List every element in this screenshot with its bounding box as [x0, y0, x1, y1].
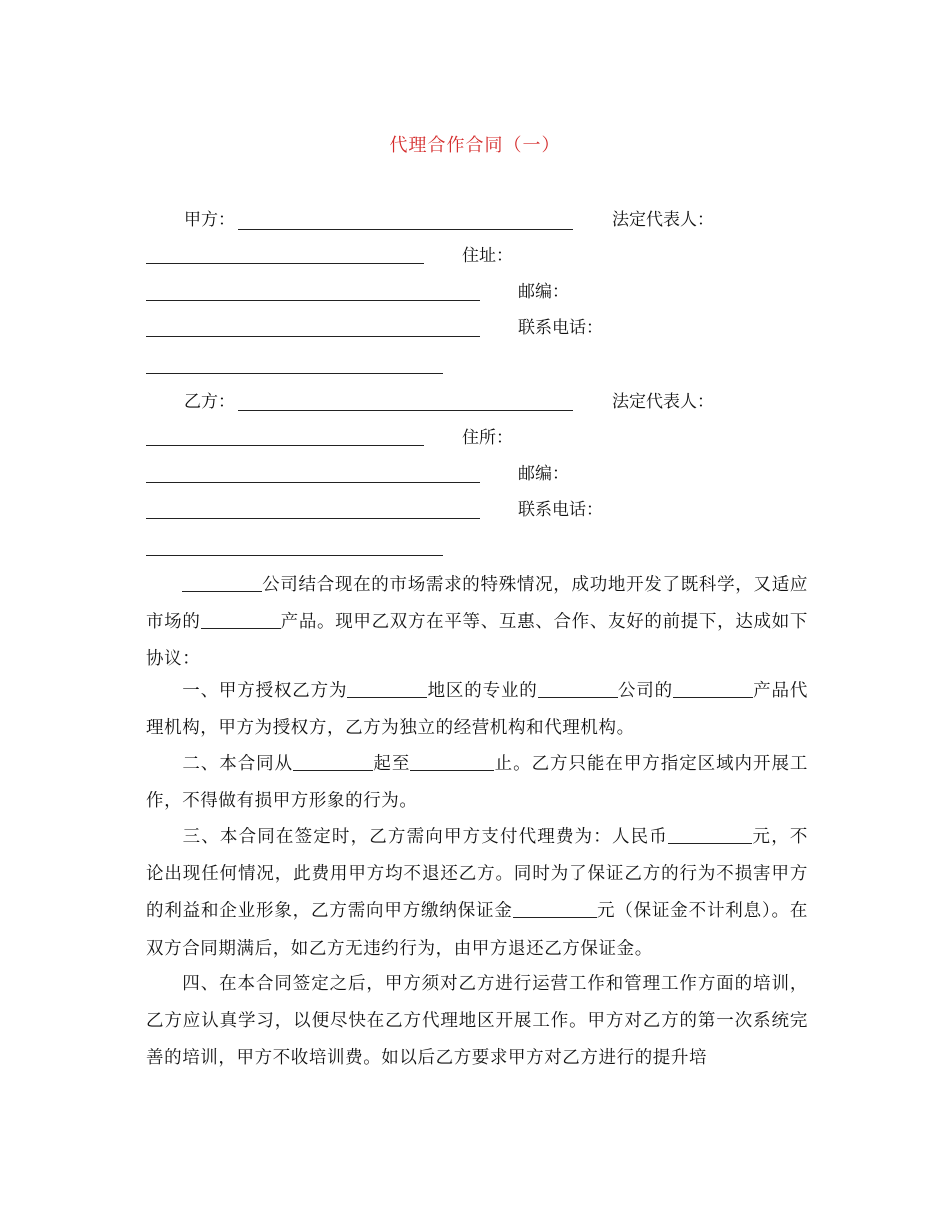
company-name-blank[interactable]: [182, 573, 262, 592]
party-a-phone-label: 联系电话：: [518, 318, 603, 338]
agency-fee-blank[interactable]: [668, 825, 752, 844]
party-a-postcode-blank[interactable]: [146, 336, 480, 337]
clause-2-text-3: 止。乙方只能在甲方指定区域内开展工作，不得做有损甲方形象的行为。: [146, 754, 808, 812]
clause-2-start-date-blank[interactable]: [293, 752, 373, 771]
clause-2-end-date-blank[interactable]: [410, 752, 494, 771]
clause-1-company-blank[interactable]: [538, 679, 618, 698]
party-b-phone-label: 联系电话：: [518, 500, 603, 520]
clause-1-product-blank[interactable]: [673, 679, 753, 698]
party-b-postcode-blank[interactable]: [146, 518, 480, 519]
intro-paragraph: [146, 567, 808, 679]
clause-4-text-1: 四、在本合同签定之后，甲方须对乙方进行运营工作和管理工作方面的培训，乙方应认真学习，以便尽快在乙方代理地区开展工作。甲方对乙方的第一次系统完善的培训，甲方不收培训费。如以后乙方要求甲方对乙方进行的提升培: [146, 974, 808, 1069]
party-a-address-blank[interactable]: [146, 300, 480, 301]
party-a-name-label: 甲方：: [184, 210, 235, 230]
clause-1-text-4: 产品代理机构，甲方为授权方，乙方为独立的经营机构和代理机构。: [146, 681, 808, 739]
deposit-blank[interactable]: [513, 899, 597, 918]
clause-4: [146, 966, 808, 1078]
document-title: 代理合作合同（一）: [389, 135, 561, 156]
party-b-name-blank[interactable]: [238, 410, 573, 411]
clause-1-region-blank[interactable]: [347, 679, 427, 698]
party-a-address-label: 住址：: [462, 246, 513, 266]
clause-2: [146, 746, 808, 820]
clause-1-text-1: 一、甲方授权乙方为: [182, 681, 348, 701]
clause-3-text-1: 三、本合同在签定时，乙方需向甲方支付代理费为：人民币: [182, 827, 668, 847]
party-a-postcode-label: 邮编：: [518, 282, 569, 302]
party-b-name-label: 乙方：: [184, 392, 235, 412]
clause-2-text-1: 二、本合同从: [182, 754, 294, 774]
party-b-rep-label: 法定代表人：: [612, 392, 714, 412]
party-b-rep-blank[interactable]: [146, 445, 424, 446]
intro-text-1: 公司结合现在的市场需求的特殊情况，成功地开发了既科学，又适应市场的: [146, 575, 808, 633]
clause-2-text-2: 起至: [373, 754, 411, 774]
product-name-blank[interactable]: [201, 610, 281, 629]
clause-1-text-2: 地区的专业的: [427, 681, 538, 701]
party-b-postcode-label: 邮编：: [518, 464, 569, 484]
party-a-phone-blank[interactable]: [146, 373, 443, 374]
intro-text-2: 产品。现甲乙双方在平等、互惠、合作、友好的前提下，达成如下协议：: [146, 612, 808, 670]
party-a-rep-label: 法定代表人：: [612, 210, 714, 230]
clause-1-text-3: 公司的: [617, 681, 673, 701]
party-b-address-label: 住所：: [462, 428, 513, 448]
party-b-phone-blank[interactable]: [146, 555, 443, 556]
clause-3-text-3: 元（保证金不计利息）。在双方合同期满后，如乙方无违约行为，由甲方退还乙方保证金。: [146, 901, 808, 959]
party-a-rep-blank[interactable]: [146, 263, 424, 264]
party-b-address-blank[interactable]: [146, 482, 480, 483]
clause-3: [146, 819, 808, 968]
clause-3-text-2: 元，不论出现任何情况，此费用甲方均不退还乙方。同时为了保证乙方的行为不损害甲方的利益和企业形象，乙方需向甲方缴纳保证金: [146, 827, 808, 922]
party-a-name-blank[interactable]: [238, 229, 573, 230]
clause-1: [146, 673, 808, 747]
